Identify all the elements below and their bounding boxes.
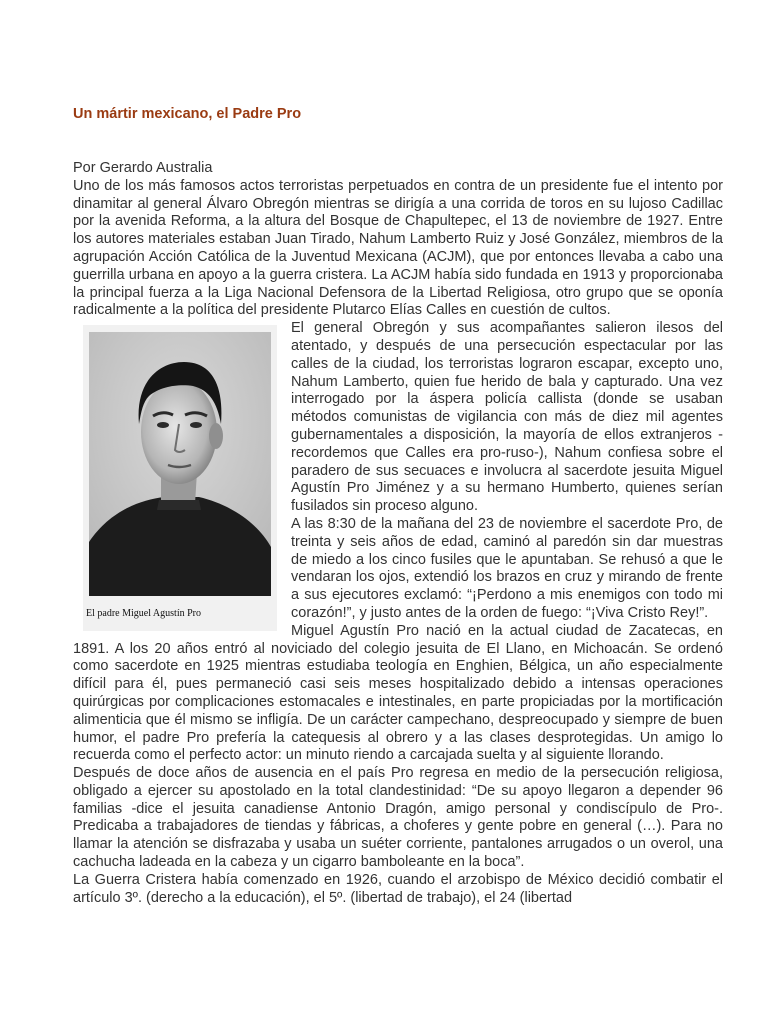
paragraph: Uno de los más famosos actos terroristas perpetuados en contra de un presidente fue el intento por dinamitar al general Álvaro Obregón mientras se dirigía a una corrida de toros en su lujoso Cadillac por la avenida Reforma, a la altura del Bosque de Chapultepec, el 13 de noviembre de 1927. Entre los autores materiales estaban Juan Tirado, Nahum Lamberto Ruiz y José González, miembros de la agrupación Acción Católica de la Juventud Mexicana (ACJM), que por entonces llevaba a cabo una guerrilla urbana en apoyo a la guerra cristera. La ACJM había sido fundada en 1913 y proporcionaba la principal fuerza a la Liga Nacional Defensora de la Libertad Religiosa, otro grupo que se oponía radicalmente a la política del presidente Plutarco Elías Calles en cuestión de cultos. <box>73 177 723 319</box>
paragraph: Miguel Agustín Pro nació en la actual ciudad de Zacatecas, en 1891. A los 20 años entró al noviciado del colegio jesuita de El Llano, en Michoacán. Se ordenó como sacerdote en 1925 mientras estudiaba teología en Enghien, Bélgica, un año especialmente difícil para él, pues permaneció casi seis meses hospitalizado debido a intensas operaciones quirúrgicas por complicaciones estomacales e intestinales, en parte propiciadas por la mortificación alimenticia que él mismo se infligía. De un carácter campechano, despreocupado y siempre de buen humor, el padre Pro prefería la catequesis al obrero y a las clases desprotegidas. Un amigo lo recuerda como el perfecto actor: un minuto riendo a carcajada suelta y al siguiente llorando. <box>73 622 723 764</box>
paragraph: El general Obregón y sus acompañantes salieron ilesos del atentado, y después de una persecución espectacular por las calles de la ciudad, los terroristas lograron escapar, excepto uno, Nahum Lamberto, quien fue herido de bala y capturado. Una vez interrogado por la áspera policía callista (donde se usaban métodos comunistas de vigilancia con más de diez mil agentes gubernamentales a disposición, la mayoría de ellos extranjeros -recordemos que Calles era pro-ruso-), Nahum confiesa sobre el paradero de sus secuaces e involucra al sacerdote jesuita Miguel Agustín Pro Jiménez y a su hermano Humberto, quienes serían fusilados sin proceso alguno. <box>291 320 723 515</box>
article <box>73 104 723 907</box>
article-title: Un mártir mexicano, el Padre Pro <box>73 106 302 122</box>
portrait-photo <box>89 332 271 596</box>
portrait-figure <box>83 325 277 631</box>
paragraph: La Guerra Cristera había comenzado en 1926, cuando el arzobispo de México decidió combatir el artículo 3º. (derecho a la educación), el 5º. (libertad de trabajo), el 24 (libertad <box>73 871 723 906</box>
portrait-caption: El padre Miguel Agustín Pro <box>86 608 201 620</box>
article-author: Por Gerardo Australia <box>73 160 213 176</box>
paragraph: A las 8:30 de la mañana del 23 de noviembre el sacerdote Pro, de treinta y seis años de edad, caminó al paredón sin dar muestras de miedo a los cinco fusiles que le apuntaban. Se rehusó a que le vendaran los ojos, extendió los brazos en cruz y mirando de frente a sus ejecutores exclamó: “¡Perdono a mis enemigos con todo mi corazón!”, y justo antes de la orden de fuego: “¡Viva Cristo Rey!”. <box>291 515 723 621</box>
paragraph: Después de doce años de ausencia en el país Pro regresa en medio de la persecución religiosa, obligado a ejercer su apostolado en la total clandestinidad: “De su apoyo llegaron a depender 96 familias -dice el jesuita canadiense Antonio Dragón, amigo personal y condiscípulo de Pro-. Predicaba a trabajadores de tiendas y fábricas, a choferes y gente pobre en general (…). Para no llamar la atención se disfrazaba y usaba un suéter corriente, pantalones arrugados o un overol, una cachucha ladeada en la cabeza y un cigarro bamboleante en la boca”. <box>73 765 723 871</box>
